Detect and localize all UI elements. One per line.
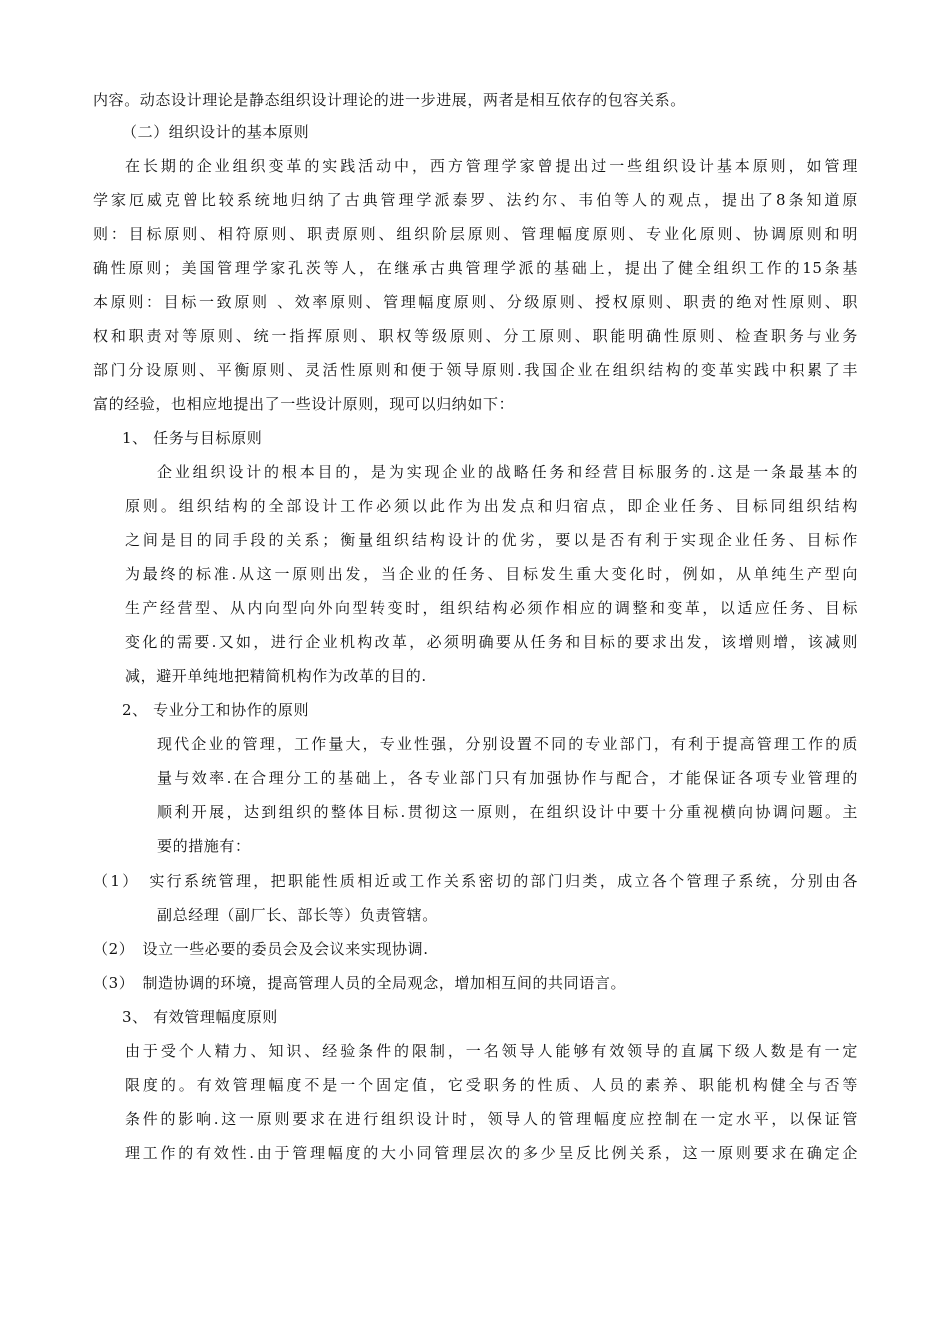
- paragraph-line: 确性原则；美国管理学家孔茨等人，在继承古典管理学派的基础上，提出了健全组织工作的15条基: [93, 259, 858, 277]
- paragraph-line: 部门分设原则、平衡原则、灵活性原则和便于领导原则.我国企业在组织结构的变革实践中积累了丰: [93, 361, 858, 379]
- paragraph-line: 减，避开单纯地把精简机构作为改革的目的.: [125, 667, 427, 685]
- paragraph-line: 学家厄威克曾比较系统地归纳了古典管理学派泰罗、法约尔、韦伯等人的观点，提出了8条知道原: [93, 191, 858, 209]
- subsection-heading: 3、 有效管理幅度原则: [122, 1008, 278, 1026]
- paragraph-line: 理工作的有效性.由于管理幅度的大小同管理层次的多少呈反比例关系，这一原则要求在确定企: [125, 1144, 858, 1162]
- subsection-heading: 1、 任务与目标原则: [122, 429, 263, 447]
- paragraph-line: 之间是目的同手段的关系；衡量组织结构设计的优劣，要以是否有利于实现企业任务、目标作: [125, 531, 858, 549]
- paragraph-line: 在长期的企业组织变革的实践活动中，西方管理学家曾提出过一些组织设计基本原则，如管理: [125, 157, 858, 175]
- paragraph-line: 由于受个人精力、知识、经验条件的限制，一名领导人能够有效领导的直属下级人数是有一定: [125, 1042, 858, 1060]
- subsection-heading: 2、 专业分工和协作的原则: [122, 701, 310, 719]
- paragraph-line: 要的措施有：: [157, 837, 251, 855]
- paragraph-line: 量与效率.在合理分工的基础上，各专业部门只有加强协作与配合，才能保证各项专业管理的: [157, 769, 858, 787]
- paragraph-line: 内容。动态设计理论是静态组织设计理论的进一步进展，两者是相互依存的包容关系。: [93, 91, 686, 109]
- paragraph-line: 条件的影响.这一原则要求在进行组织设计时，领导人的管理幅度应控制在一定水平，以保证管: [125, 1110, 858, 1128]
- paragraph-line: 则：目标原则、相符原则、职责原则、组织阶层原则、管理幅度原则、专业化原则、协调原则和明: [93, 225, 858, 243]
- paragraph-line: 为最终的标准.从这一原则出发，当企业的任务、目标发生重大变化时，例如，从单纯生产型向: [125, 565, 858, 583]
- paragraph-line: 顺利开展，达到组织的整体目标.贯彻这一原则，在组织设计中要十分重视横向协调问题。主: [157, 803, 858, 821]
- paragraph-line: 权和职责对等原则、统一指挥原则、职权等级原则、分工原则、职能明确性原则、检查职务与业务: [93, 327, 858, 345]
- paragraph-line: 富的经验，也相应地提出了一些设计原则，现可以归纳如下：: [93, 395, 515, 413]
- list-item-1: （1） 实行系统管理，把职能性质相近或工作关系密切的部门归类，成立各个管理子系统，分别由各: [93, 872, 858, 890]
- section-heading: （二）组织设计的基本原则: [122, 123, 310, 141]
- paragraph-line: 限度的。有效管理幅度不是一个固定值，它受职务的性质、人员的素养、职能机构健全与否等: [125, 1076, 858, 1094]
- list-item-1-continuation: 副总经理（副厂长、部长等）负责管辖。: [157, 906, 438, 924]
- paragraph-line: 变化的需要.又如，进行企业机构改革，必须明确要从任务和目标的要求出发，该增则增，该减则: [125, 633, 858, 651]
- list-item-3: （3） 制造协调的环境，提高管理人员的全局观念，增加相互间的共同语言。: [93, 974, 627, 992]
- paragraph-line: 生产经营型、从内向型向外向型转变时，组织结构必须作相应的调整和变革，以适应任务、目标: [125, 599, 858, 617]
- paragraph-line: 企业组织设计的根本目的，是为实现企业的战略任务和经营目标服务的.这是一条最基本的: [157, 463, 858, 481]
- paragraph-line: 本原则：目标一致原则 、效率原则、管理幅度原则、分级原则、授权原则、职责的绝对性原则、职: [93, 293, 858, 311]
- list-item-2: （2） 设立一些必要的委员会及会议来实现协调.: [93, 940, 429, 958]
- paragraph-line: 原则。组织结构的全部设计工作必须以此作为出发点和归宿点，即企业任务、目标同组织结构: [125, 497, 858, 515]
- paragraph-line: 现代企业的管理，工作量大，专业性强，分别设置不同的专业部门，有利于提高管理工作的质: [157, 735, 858, 753]
